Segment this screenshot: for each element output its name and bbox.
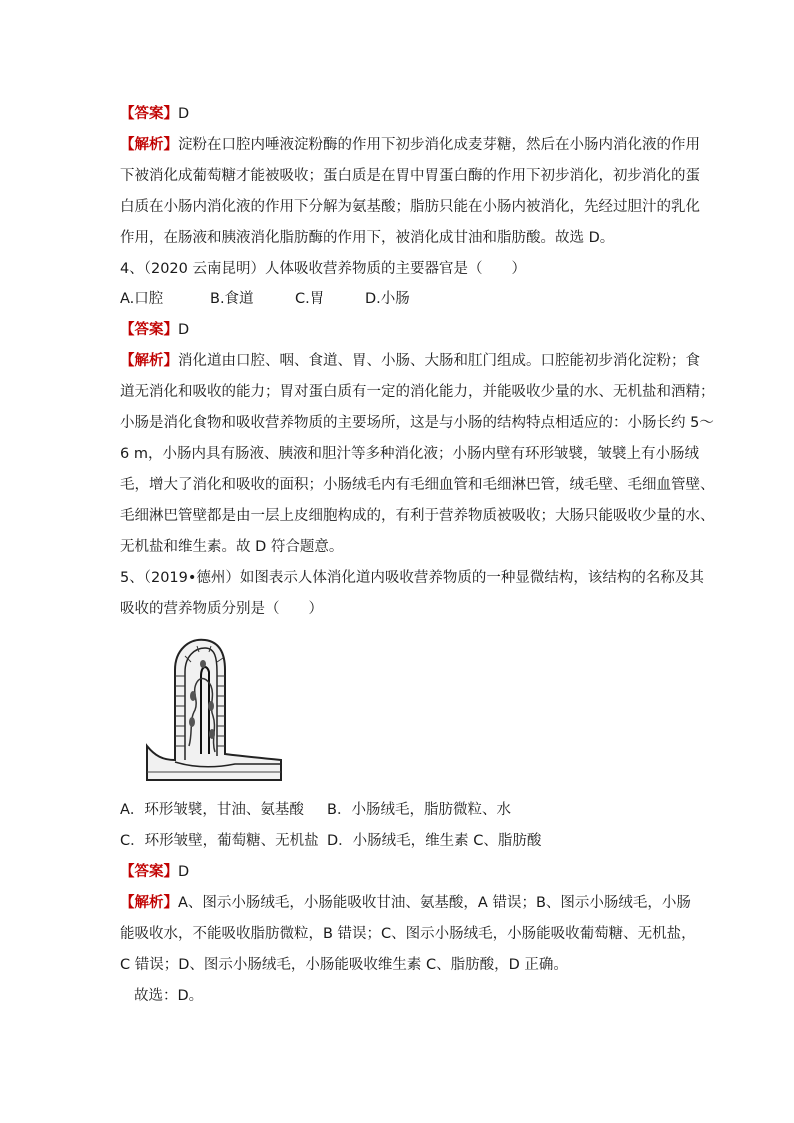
q5-option-b: B．小肠绒毛，脂肪微粒、水 — [327, 802, 511, 818]
question-5-stem: 5、（2019•德州）如图表示人体消化道内吸收营养物质的一种显微结构，该结构的名称及其 — [120, 570, 704, 586]
analysis-line — [120, 135, 700, 155]
analysis-tag: 【解析】 — [120, 895, 178, 911]
conclusion: 故选：D。 — [134, 988, 204, 1004]
analysis-text: 能吸收水，不能吸收脂肪微粒，B 错误；C、图示小肠绒毛，小肠能吸收葡萄糖、无机盐， — [120, 926, 696, 942]
analysis-text: 作用，在肠液和胰液消化脂肪酶的作用下，被消化成甘油和脂肪酸。故选 D。 — [120, 230, 615, 246]
q5-option-d: D．小肠绒毛，维生素 C、脂肪酸 — [327, 833, 542, 849]
analysis-text: 6 m，小肠内具有肠液、胰液和胆汁等多种消化液；小肠内壁有环形皱襞，皱襞上有小肠绒 — [120, 446, 699, 462]
question-5-stem: 吸收的营养物质分别是（ ） — [120, 601, 323, 617]
answer-line-1 — [120, 104, 189, 124]
intestinal-villus-illustration — [145, 636, 285, 782]
q4-option-a: A.口腔 — [120, 291, 164, 307]
q4-option-c: C.胃 — [295, 291, 325, 307]
analysis-text: 小肠是消化食物和吸收营养物质的主要场所，这是与小肠的结构特点相适应的：小肠长约 5～ — [120, 415, 714, 431]
answer-value: D — [178, 322, 190, 338]
analysis-tag: 【解析】 — [120, 353, 178, 369]
q5-option-c: C．环形皱壁，葡萄糖、无机盐 — [120, 833, 319, 849]
analysis-text: 下被消化成葡萄糖才能被吸收；蛋白质是在胃中胃蛋白酶的作用下初步消化，初步消化的蛋 — [120, 168, 700, 184]
analysis-text: 无机盐和维生素。故 D 符合题意。 — [120, 539, 344, 555]
answer-tag: 【答案】 — [120, 322, 178, 338]
answer-tag: 【答案】 — [120, 106, 178, 122]
analysis-tag: 【解析】 — [120, 137, 178, 153]
analysis-text: 白质在小肠内消化液的作用下分解为氨基酸；脂肪只能在小肠内被消化，先经过胆汁的乳化 — [120, 199, 700, 215]
analysis-text: 毛细淋巴管壁都是由一层上皮细胞构成的，有利于营养物质被吸收；大肠只能吸收少量的水、 — [120, 508, 715, 524]
analysis-line — [120, 351, 700, 371]
analysis-text: 道无消化和吸收的能力；胃对蛋白质有一定的消化能力，并能吸收少量的水、无机盐和酒精； — [120, 384, 715, 400]
question-4-stem: 4、（2020 云南昆明）人体吸收营养物质的主要器官是（ ） — [120, 261, 526, 277]
analysis-text: 毛，增大了消化和吸收的面积；小肠绒毛内有毛细血管和毛细淋巴管，绒毛壁、毛细血管壁、 — [120, 477, 715, 493]
analysis-text: C 错误；D、图示小肠绒毛，小肠能吸收维生素 C、脂肪酸，D 正确。 — [120, 957, 568, 973]
analysis-text: 淀粉在口腔内唾液淀粉酶的作用下初步消化成麦芽糖，然后在小肠内消化液的作用 — [178, 137, 700, 153]
analysis-text: 消化道由口腔、咽、食道、胃、小肠、大肠和肛门组成。口腔能初步消化淀粉；食 — [178, 353, 700, 369]
q4-option-d: D.小肠 — [365, 291, 410, 307]
q5-option-a: A．环形皱襞，甘油、氨基酸 — [120, 802, 304, 818]
answer-value: D — [178, 106, 190, 122]
answer-value: D — [178, 864, 190, 880]
answer-line-3 — [120, 862, 189, 882]
answer-line-2 — [120, 320, 189, 340]
analysis-line — [120, 893, 691, 913]
analysis-text: A、图示小肠绒毛，小肠能吸收甘油、氨基酸，A 错误；B、图示小肠绒毛，小肠 — [178, 895, 691, 911]
answer-tag: 【答案】 — [120, 864, 178, 880]
q4-option-b: B.食道 — [210, 291, 254, 307]
